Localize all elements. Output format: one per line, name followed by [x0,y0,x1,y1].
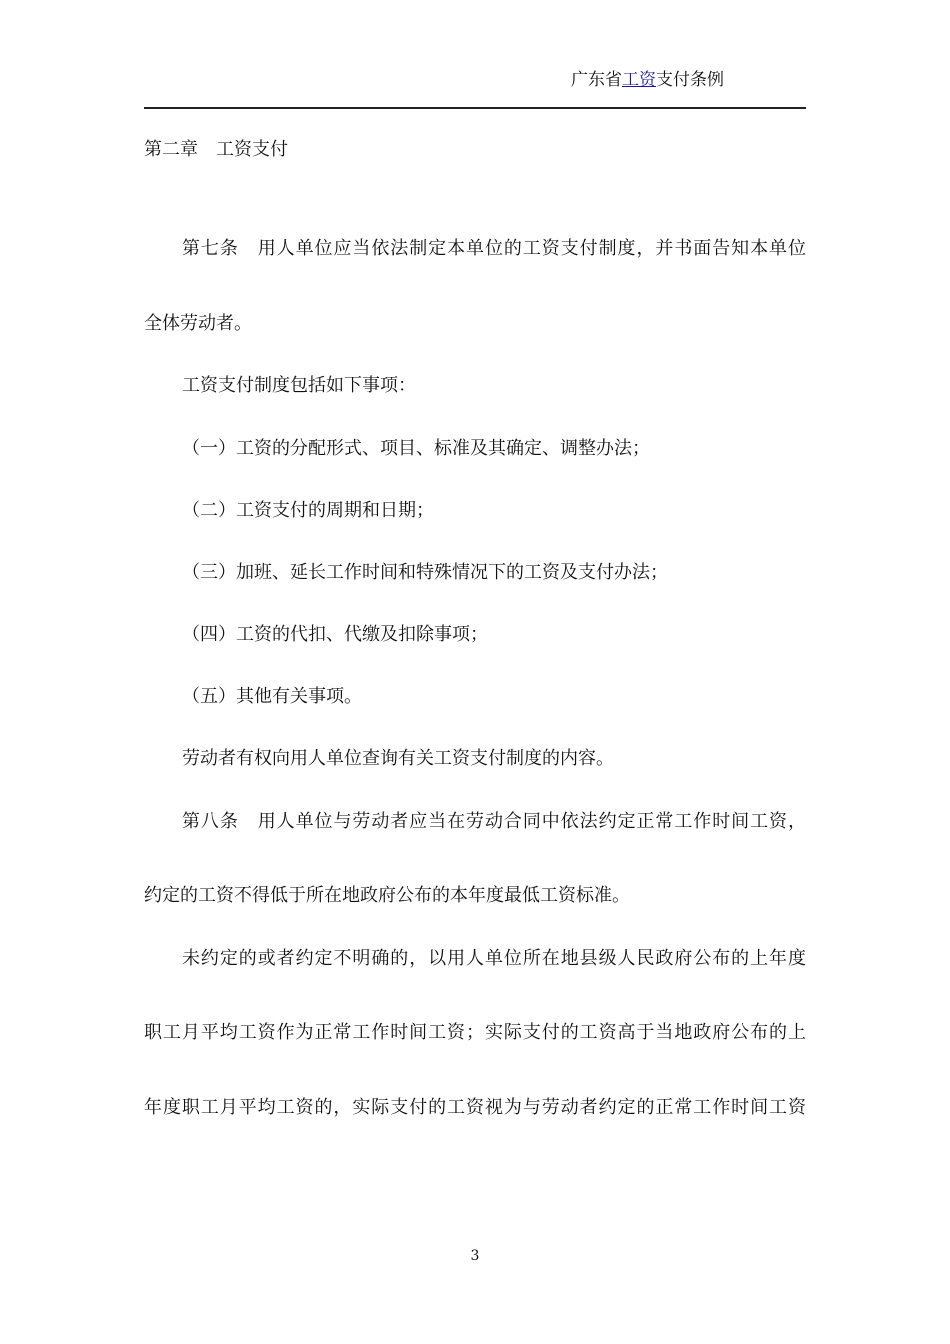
list-item: （五）其他有关事项。 [182,686,362,707]
paragraph-line: 劳动者有权向用人单位查询有关工资支付制度的内容。 [182,748,614,769]
list-item: （二）工资支付的周期和日期； [182,500,434,521]
paragraph-line: 第八条 用人单位与劳动者应当在劳动合同中依法约定正常工作时间工资， [182,811,806,832]
paragraph-line: 第七条 用人单位应当依法制定本单位的工资支付制度，并书面告知本单位 [182,238,806,259]
header-rule [144,107,806,109]
paragraph-line: 年度职工月平均工资的，实际支付的工资视为与劳动者约定的正常工作时间工资 [144,1097,806,1118]
paragraph-line: 工资支付制度包括如下事项： [182,375,416,396]
list-item: （三）加班、延长工作时间和特殊情况下的工资及支付办法； [182,562,668,583]
paragraph-line: 约定的工资不得低于所在地政府公布的本年度最低工资标准。 [144,885,630,906]
paragraph-line: 未约定的或者约定不明确的，以用人单位所在地县级人民政府公布的上年度 [182,948,806,969]
list-item: （四）工资的代扣、代缴及扣除事项； [182,624,488,645]
page-number: 3 [470,1248,480,1264]
header-prefix: 广东省 [571,70,622,90]
page-header [571,68,724,92]
paragraph-line: 职工月平均工资作为正常工作时间工资；实际支付的工资高于当地政府公布的上 [144,1022,806,1043]
paragraph-line: 全体劳动者。 [144,313,252,334]
header-link[interactable]: 工资 [622,70,656,90]
chapter-title: 第二章 工资支付 [144,139,288,160]
list-item: （一）工资的分配形式、项目、标准及其确定、调整办法； [182,438,650,459]
header-suffix: 支付条例 [656,70,724,90]
